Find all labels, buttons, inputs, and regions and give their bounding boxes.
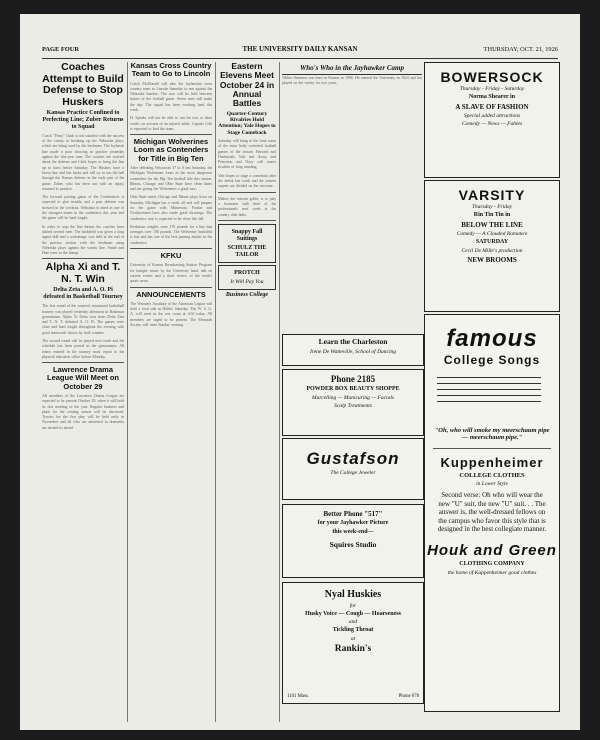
kuppenheimer-text: Second verse: Oh who will wear the new "U" suit, the new "U" suit. . . The answer is, the well-dressed fellows on the campus who favor this style that is designed in the best collegiate manner. bbox=[437, 491, 547, 534]
varsity-sat2: Cecil De Mille's production bbox=[461, 247, 523, 254]
column-rule bbox=[127, 62, 128, 722]
masthead bbox=[42, 40, 558, 59]
staff-line bbox=[437, 383, 541, 384]
charleston-sub: Irene De Watteville, School of Dancing bbox=[309, 348, 397, 355]
studio-line1: Better Phone "517" bbox=[323, 510, 383, 518]
newspaper-title: THE UNIVERSITY DAILY KANSAN bbox=[242, 45, 358, 53]
ad-rankins bbox=[282, 582, 424, 704]
staff-line bbox=[437, 395, 541, 396]
subhead-rivalries: Quarter-Century Rivalries Hold Attention; Yale Hopes to Stage Comeback bbox=[218, 110, 276, 136]
varsity-sat: SATURDAY bbox=[475, 238, 509, 245]
divider bbox=[130, 248, 212, 249]
bowersock-extra2: Comedy — News — Fables bbox=[461, 120, 523, 127]
houk-sub: CLOTHING COMPANY bbox=[459, 560, 525, 567]
ad-suitings: Snappy Fall Suitings bbox=[231, 228, 263, 242]
varsity-star: Rin Tin Tin in bbox=[473, 212, 511, 218]
column-3 bbox=[218, 62, 276, 712]
article-text: In order to stop the line thrusts the coaches have shifted several men. The backfield was given a long signal drill and a scrimmage was held at the end of the practice session with the freshmen using Nebraska plays against the varsity line. Smith and Hart were in the lineup. bbox=[42, 223, 124, 256]
nyal-l4: Tickling Throat bbox=[332, 627, 374, 634]
rankins-address: 1101 Mass. bbox=[287, 694, 309, 699]
nyal-l3: and bbox=[348, 619, 358, 626]
column-2 bbox=[130, 62, 212, 712]
ad-powder-box bbox=[282, 369, 424, 436]
powder-name: POWDER BOX BEAUTY SHOPPE bbox=[306, 386, 400, 393]
article-text: Maker, the veteran golfer, is to play a foursome with three of the professionals next week at the country club links. bbox=[218, 195, 276, 217]
kuppenheimer-title: Kuppenheimer bbox=[440, 454, 544, 470]
music-staff bbox=[425, 367, 559, 427]
article-text: Saturday will bring to the front some of the most hotly contested football games of the season. Harvard and Dartmouth, Yale and Army, and Princeton and Navy will renew rivalries of long standing. bbox=[218, 137, 276, 170]
divider bbox=[130, 287, 212, 288]
ad-protch-sub: It Will Pay You bbox=[230, 279, 264, 286]
article-text: H. Speaks will not be able to run for two or three weeks on account of an injured ankle. Captain Cole is expected to lead the team. bbox=[130, 115, 212, 131]
headline-eastern-elevens: Eastern Elevens Meet October 24 in Annual Battles bbox=[219, 62, 275, 109]
nyal-l5: at bbox=[350, 636, 356, 643]
nyal-l1: for bbox=[349, 602, 357, 609]
rankins-name: Rankin's bbox=[334, 644, 372, 655]
staff-line bbox=[437, 401, 541, 402]
famous-title: famous bbox=[446, 325, 538, 352]
ad-bowersock bbox=[424, 62, 560, 178]
powder-phone: Phone 2185 bbox=[330, 374, 376, 384]
divider bbox=[218, 220, 276, 221]
headline-announcements: ANNOUNCEMENTS bbox=[136, 289, 206, 299]
bowersock-days: Thursday - Friday - Saturday bbox=[459, 86, 525, 92]
divider bbox=[218, 192, 276, 193]
gustafson-name: Gustafson bbox=[306, 449, 400, 468]
ad-squires-studio bbox=[282, 504, 424, 578]
divider bbox=[433, 448, 551, 449]
ad-protch-title: PROTCH bbox=[234, 270, 260, 277]
varsity-title: VARSITY bbox=[458, 187, 526, 203]
article-text: The Women's Auxiliary of the American Legion will hold a food sale in Hobbs' Saturday. The W. S. G. A. will meet in the rest room at 4:30 today. All members are urged to be present. The Menorah Society will meet Sunday evening. bbox=[130, 300, 212, 327]
ad-gustafson bbox=[282, 438, 424, 500]
article-text: University of Kansas Broadcasting Station. Program for tonight: music by the University band, talk on current events and a short review of the week's sports news. bbox=[130, 262, 212, 284]
kuppenheimer-sub: COLLEGE CLOTHES bbox=[459, 471, 525, 479]
ad-schulz bbox=[218, 224, 276, 264]
varsity-film: BELOW THE LINE bbox=[461, 220, 523, 229]
studio-line3: this week-end— bbox=[332, 528, 374, 535]
bowersock-title: BOWERSOCK bbox=[440, 69, 544, 85]
headline-kfku: KFKU bbox=[160, 251, 182, 261]
ad-varsity bbox=[424, 180, 560, 312]
newspaper-page bbox=[20, 14, 580, 730]
headline-michigan: Michigan Wolverines Loom as Contenders for Title in Big Ten bbox=[133, 137, 209, 163]
ad-tailor: SCHULZ THE TAILOR bbox=[227, 244, 267, 258]
ad-business-college: Business College bbox=[225, 292, 269, 299]
headline-cross-country: Kansas Cross Country Team to Go to Lincoln bbox=[130, 62, 212, 79]
article-text: The first round of the women's intramural basketball tourney was played yesterday afternoon in Robinson gymnasium. Alpha Xi Delta won from Delta Zeta and T. N. T. defeated A. O. Pi. The games were close and hard fought throughout the evening with good teamwork shown by both winners. bbox=[42, 303, 124, 335]
divider bbox=[42, 258, 124, 259]
varsity-sat3: NEW BROOMS bbox=[467, 255, 517, 264]
article-text: Yale hopes to stage a comeback after the defeat last week and the eastern experts are divided on the outcome. bbox=[218, 172, 276, 189]
ad-charleston bbox=[282, 334, 424, 366]
famous-lyric: "Oh, who will smoke my meerschaum pipe— meerschaum pipe." bbox=[434, 427, 550, 442]
ad-houk-green bbox=[424, 314, 560, 712]
subhead-kansas-practice: Kansas Practice Confined to Perfecting Line; Zuber Returns to Squad bbox=[42, 110, 124, 130]
varsity-days: Thursday - Friday bbox=[471, 204, 513, 210]
divider bbox=[130, 134, 212, 135]
headline-drama-league: Lawrence Drama League Will Meet on October 29 bbox=[46, 365, 120, 391]
subhead-basketball: Delta Zeta and A. O. Pi defeated in Basketball Tourney bbox=[43, 287, 123, 301]
article-text: Walter Shannon was born in Kansas in 1906. He entered the University in 1924 and has played on the varsity for two years. bbox=[282, 75, 422, 86]
staff-line bbox=[437, 377, 541, 378]
article-text: The second round will be played next week and the schedule has been posted in the gymnasium. All teams entered in the tourney must report to the physical education office before Monday. bbox=[42, 338, 124, 359]
column-rule bbox=[279, 62, 280, 722]
headline-alpha-xi: Alpha Xi and T. N. T. Win bbox=[45, 261, 121, 285]
rankins-phone: Phone 678 bbox=[398, 694, 419, 699]
charleston-title: Learn the Charleston bbox=[318, 337, 388, 346]
nyal-title: Nyal Huskies bbox=[324, 589, 382, 600]
article-text: Freshman weights were 170 pounds for a line that averages over 190 pounds. The Wolverine backfield is fast and has one of the best passing attacks in the conference. bbox=[130, 223, 212, 245]
bowersock-film: A SLAVE OF FASHION bbox=[455, 102, 529, 111]
divider bbox=[42, 362, 124, 363]
nyal-l2: Husky Voice — Cough — Hoarseness bbox=[305, 610, 401, 617]
powder-services2: Scalp Treatments bbox=[334, 403, 372, 410]
page-number: PAGE FOUR bbox=[42, 46, 79, 53]
column-rule bbox=[215, 62, 216, 722]
column-1 bbox=[42, 62, 124, 712]
houk-name: Houk and Green bbox=[427, 541, 557, 559]
famous-subtitle: College Songs bbox=[443, 353, 541, 367]
studio-name: Squires Studio bbox=[329, 539, 377, 549]
article-text: After defeating Wisconsin 37 to 0 last Saturday, the Michigan Wolverines loom as the most dangerous contenders for the Big Ten football title this season. Illinois, Chicago and Ohio State have clean slates and are giving the Wolverines a good race. bbox=[130, 164, 212, 192]
bowersock-star: Norma Shearer in bbox=[468, 94, 516, 100]
article-text: The forward passing game of the Cornhuskers is expected to give trouble, and a pass defense was stressed in the workout. Nebraska is rated as one of the strongest teams in the conference this year and the game will be hard fought. bbox=[42, 194, 124, 221]
kuppenheimer-sub2: in Lower Style bbox=[476, 481, 508, 488]
houk-tag: the home of Kuppenheimer good clothes bbox=[447, 569, 537, 576]
article-text: Coach McDonald will take the Jayhawker cross country team to Lincoln Saturday to run against the Nebraska harriers. The race will be held between halves of the football game. Seven men will make the trip. The squad has been working hard this week. bbox=[130, 80, 212, 112]
whos-who-title: Who's Who in the Jayhawker Camp bbox=[282, 62, 422, 75]
ad-protch bbox=[218, 265, 276, 290]
article-text: All members of the Lawrence Drama League are expected to be present October 29, when it will hold its first meeting of the year. Regular business and plans for the coming season will be discussed. Tryouts for the first play will be held early in November and all who are interested in dramatics are invited to attend. bbox=[42, 392, 124, 430]
bowersock-extra: Special added attractions bbox=[463, 112, 521, 119]
studio-line2: for your Jayhawker Picture bbox=[317, 520, 389, 527]
issue-date: THURSDAY, OCT. 21, 1926 bbox=[483, 46, 558, 53]
varsity-extra: Comedy — A Clouded Romance bbox=[456, 230, 528, 237]
staff-line bbox=[437, 389, 541, 390]
headline-coaches: Coaches Attempt to Build Defense to Stop Huskers bbox=[42, 62, 124, 108]
article-text: Ohio State meets Chicago and Illinois plays Iowa on Saturday. Michigan has a week off and will prepare for the game with Minnesota. Purdue and Northwestern have also made good showings. The conference race is expected to be close this fall. bbox=[130, 194, 212, 221]
article-text: Coach "Potsy" Clark is not satisfied with the success of the varsity in breaking up the Nebraska plays, which are being used by the freshmen. The Jayhawk line made a poor showing in practice yesterday against the first-year men. The coaches are worried about the defense and Clark hopes to bring the line up to form before Saturday. The Huskers have a heavy line and fast backs and will try to run the ball through the Kansas defense in the early part of the game. Zuber, who has been out with an injury, returned to practice. bbox=[42, 132, 124, 191]
powder-services: Marcelling — Manicuring — Facials bbox=[312, 395, 394, 402]
gustafson-sub: The College Jeweler bbox=[330, 470, 376, 476]
